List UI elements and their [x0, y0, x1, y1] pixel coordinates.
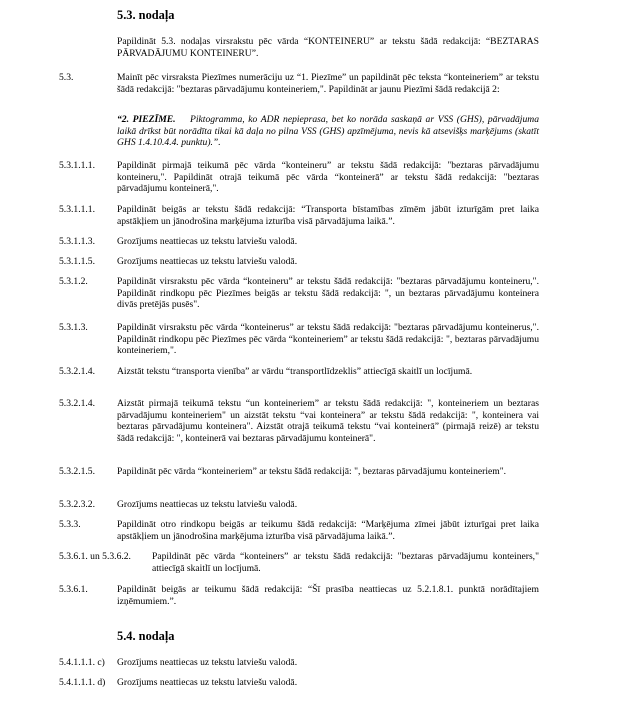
section-54-heading: 5.4. nodaļa	[117, 629, 175, 643]
entry-label: 5.3.2.1.4.	[59, 398, 95, 409]
entry-label: 5.3.6.1.	[59, 584, 88, 595]
note-2	[117, 114, 539, 149]
entry-label: 5.3.3.	[59, 519, 81, 530]
entry-label: 5.3.2.1.5.	[59, 466, 95, 477]
entry-text: Aizstāt pirmajā teikumā tekstu “un konteineriem” ar tekstu šādā redakcijā: ", konteineriem un beztaras pārvadājumu konteineriem" un aizstāt tekstu “vai konteinera” ar tekstu šādā redakcijā: ", konteinera vai beztaras pārvadājumu konteinera". Aizstāt otrajā teikumā tekstu “vai konteinerā” (pirmajā reizē) ar tekstu šādā redakcijā: ", konteinerā vai beztaras pārvadājumu konteinerā".	[117, 398, 539, 444]
entry-text: Papildināt virsrakstu pēc vārda “konteinerus” ar tekstu šādā redakcijā: "beztaras pārvadājumu konteinerus,". Papildināt rindkopu pēc Piezīmes pēc vārda “konteineriem” ar tekstu šādā redakcijā: ", beztaras pārvadājumu konteineriem,".	[117, 322, 539, 357]
entry-label: 5.3.6.1. un 5.3.6.2.	[59, 551, 131, 562]
entry-text: Papildināt otro rindkopu beigās ar teikumu šādā redakcijā: “Marķējuma zīmei jābūt izturīgai pret laika apstākļiem un jānodrošina marķējuma izturība visā pārvadājuma laikā.”.	[117, 519, 539, 542]
entry-text: Mainīt pēc virsraksta Piezīmes numerāciju uz “1. Piezīme” un papildināt pēc teksta “konteineriem” ar tekstu šādā redakcijā: "beztaras pārvadājumu konteineriem,". Papildināt ar jaunu Piezīmi šādā redakcijā 2:	[117, 72, 539, 95]
entry-text: Papildināt virsrakstu pēc vārda “konteineru” ar tekstu šādā redakcijā: "beztaras pārvadājumu konteineru,". Papildināt rindkopu pēc Piezīmes beigās ar tekstu šādā redakcijā: ", un beztaras pārvadājumu konteinera divās pretējās pusēs".	[117, 276, 539, 311]
entry-label: 5.3.1.1.3.	[59, 236, 95, 247]
entry-text: Papildināt pēc vārda “konteiners” ar tekstu šādā redakcijā: "beztaras pārvadājumu konteiners," attiecīgā skaitlī un locījumā.	[152, 551, 539, 574]
entry-label: 5.3.2.1.4.	[59, 366, 95, 377]
entry-text: Papildināt pēc vārda “konteineriem” ar tekstu šādā redakcijā: ", beztaras pārvadājumu konteineriem".	[117, 466, 507, 477]
entry-text: Grozījums neattiecas uz tekstu latviešu valodā.	[117, 499, 298, 510]
entry-text: Grozījums neattiecas uz tekstu latviešu valodā.	[117, 657, 298, 668]
section-53-heading: 5.3. nodaļa	[117, 8, 175, 22]
entry-text: Papildināt beigās ar tekstu šādā redakcijā: “Transporta bīstamības zīmēm jābūt izturīgām pret laika apstākļiem un jānodrošina marķējuma izturība visā pārvadājuma laikā.”.	[117, 204, 539, 227]
note-text: Piktogramma, ko ADR nepieprasa, bet ko norāda saskaņā ar VSS (GHS), pārvadājuma laikā drīkst būt norādīta tikai kā daļa no pilna VSS (GHS) apzīmējuma, nevis kā atsevišķs marķējums (skatīt GHS 1.4.10.4.4. punktu).”.	[117, 114, 539, 149]
entry-text: Papildināt pirmajā teikumā pēc vārda “konteineru” ar tekstu šādā redakcijā: "beztaras pārvadājumu konteineru,". Papildināt otrajā teikumā pēc vārda “konteinerā” ar tekstu šādā redakcijā: "beztaras pārvadājumu konteinerā,".	[117, 160, 539, 195]
entry-label: 5.3.1.1.1.	[59, 204, 95, 215]
entry-label: 5.3.	[59, 72, 74, 83]
entry-label: 5.3.1.2.	[59, 276, 88, 287]
entry-label: 5.3.2.3.2.	[59, 499, 95, 510]
note-title: “2. PIEZĪME.	[117, 114, 176, 125]
entry-label: 5.4.1.1.1. d)	[59, 677, 106, 688]
entry-text: Grozījums neattiecas uz tekstu latviešu valodā.	[117, 236, 298, 247]
section-53-intro: Papildināt 5.3. nodaļas virsrakstu pēc vārda “KONTEINERU” ar tekstu šādā redakcijā: “BEZTARAS PĀRVADĀJUMU KONTEINERU”.	[117, 36, 539, 59]
entry-text: Aizstāt tekstu “transporta vienība” ar vārdu “transportlīdzeklis” attiecīgā skaitlī un locījumā.	[117, 366, 473, 377]
entry-label: 5.3.1.1.1.	[59, 160, 95, 171]
entry-label: 5.3.1.1.5.	[59, 256, 95, 267]
entry-label: 5.4.1.1.1. c)	[59, 657, 105, 668]
entry-text: Grozījums neattiecas uz tekstu latviešu valodā.	[117, 256, 298, 267]
entry-text: Papildināt beigās ar teikumu šādā redakcijā: “Šī prasība neattiecas uz 5.2.1.8.1. punktā norādītajiem izņēmumiem.”.	[117, 584, 539, 607]
entry-label: 5.3.1.3.	[59, 322, 88, 333]
entry-text: Grozījums neattiecas uz tekstu latviešu valodā.	[117, 677, 298, 688]
